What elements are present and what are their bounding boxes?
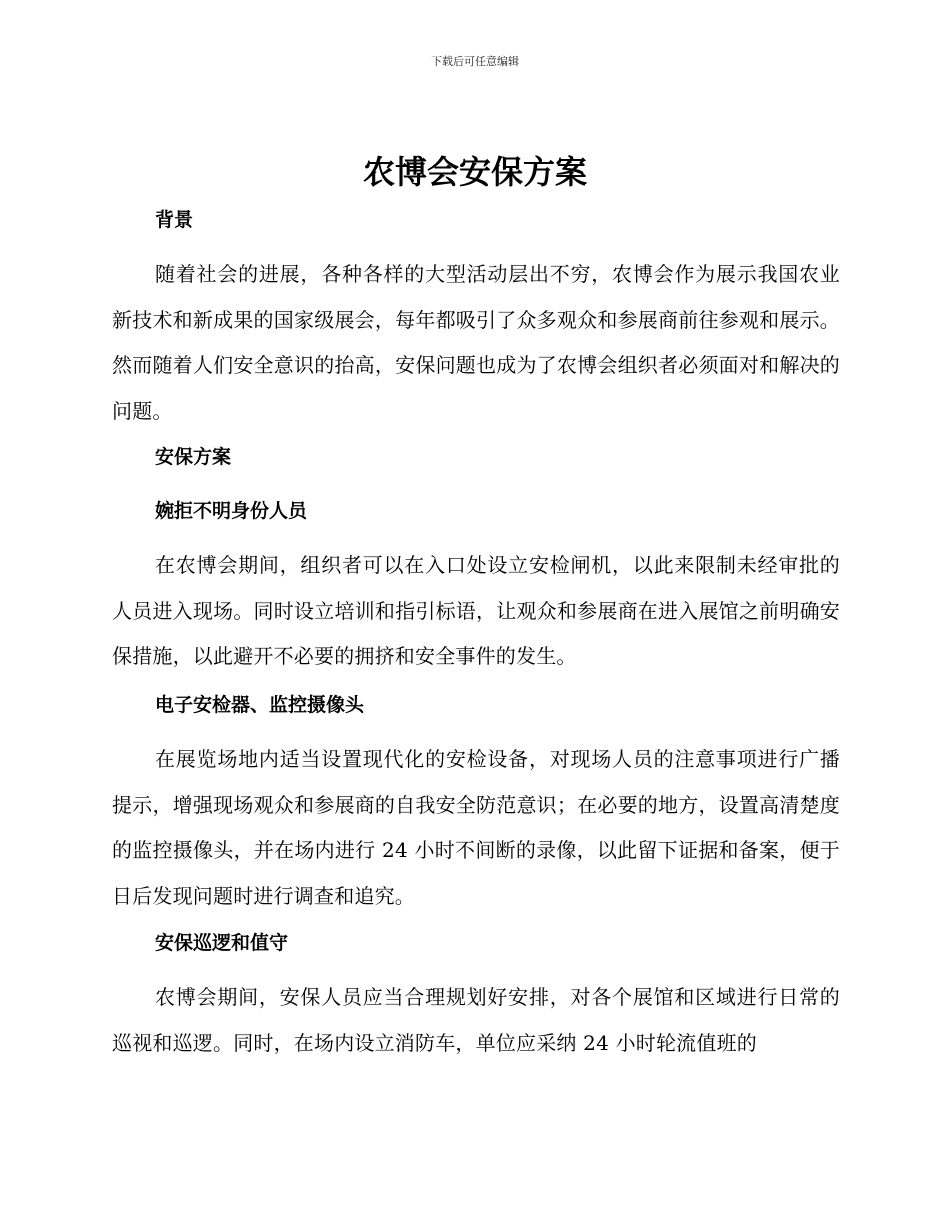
section-heading-background: 背景 (155, 209, 194, 231)
section-heading-electronic-security: 电子安检器、监控摄像头 (155, 694, 365, 716)
section-heading-refuse-unidentified: 婉拒不明身份人员 (155, 500, 308, 522)
header-note: 下载后可任意编辑 (431, 55, 519, 68)
section-paragraph-background: 随着社会的进展，各种各样的大型活动层出不穷，农博会作为展示我国农业新技术和新成果的国家级展会，每年都吸引了众多观众和参展商前往参观和展示。然而随着人们安全意识的抬高，安保问题也成为了农博会组织者必须面对和解决的问题。 (112, 262, 840, 423)
section-heading-security-plan: 安保方案 (155, 446, 232, 468)
section-paragraph-electronic-security: 在展览场地内适当设置现代化的安检设备，对现场人员的注意事项进行广播提示，增强现场观众和参展商的自我安全防范意识；在必要的地方，设置高清楚度的监控摄像头，并在场内进行 24 小时不间断的录像，以此留下证据和备案，便于日后发现问题时进行调查和追究。 (112, 747, 840, 908)
section-paragraph-refuse-unidentified: 在农博会期间，组织者可以在入口处设立安检闸机，以此来限制未经审批的人员进入现场。同时设立培训和指引标语，让观众和参展商在进入展馆之前明确安保措施，以此避开不必要的拥挤和安全事件的发生。 (112, 553, 840, 668)
section-heading-patrol-duty: 安保巡逻和值守 (155, 932, 289, 954)
document-title: 农博会安保方案 (362, 153, 587, 191)
section-paragraph-patrol-duty: 农博会期间，安保人员应当合理规划好安排，对各个展馆和区域进行日常的巡视和巡逻。同时，在场内设立消防车，单位应采纳 24 小时轮流值班的 (112, 985, 840, 1055)
